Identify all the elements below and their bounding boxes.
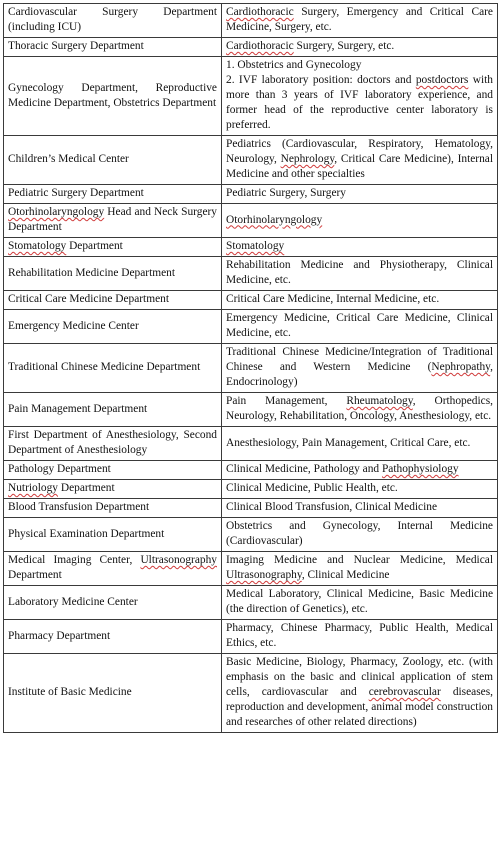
- cell-text: Institute of Basic Medicine: [8, 686, 132, 698]
- table-row: [4, 57, 498, 136]
- cell-text: Clinical Medicine, Pathology and: [226, 463, 382, 475]
- requirements-cell: [222, 552, 498, 586]
- cell-text: Emergency Medicine Center: [8, 319, 139, 332]
- cell-text: diseases, reproduction and development, animal model construction and researches of other related directions): [226, 686, 493, 728]
- cell-text: Department: [66, 240, 123, 252]
- spellcheck-flagged-text: Pathophysiology: [381, 463, 459, 475]
- department-cell: [4, 57, 222, 136]
- cell-text: Pediatric Surgery Department: [8, 187, 144, 199]
- cell-text: 1. Obstetrics and Gynecology: [226, 59, 362, 71]
- requirements-cell: [222, 204, 498, 238]
- cell-text: Traditional Chinese Medicine/Integration of Traditional Chinese and Western Medicine (: [226, 346, 493, 373]
- cell-text: Gynecology Department, Reproductive Medicine Department, Obstetrics Department: [8, 81, 217, 109]
- cell-text: Rehabilitation Medicine Department: [8, 266, 176, 279]
- department-cell: [4, 38, 222, 57]
- department-cell: [4, 310, 222, 344]
- table-row: [4, 344, 498, 393]
- spellcheck-flagged-text: Stomatology: [8, 240, 67, 252]
- cell-text: Medical Imaging Center,: [8, 554, 141, 566]
- table-row: [4, 518, 498, 552]
- cell-text: Traditional Chinese Medicine Department: [8, 361, 201, 373]
- department-cell: [4, 552, 222, 586]
- requirements-cell: [222, 257, 498, 291]
- spellcheck-flagged-text: Ultrasonography: [140, 554, 217, 566]
- requirements-cell: [222, 185, 498, 204]
- spellcheck-flagged-text: cerebrovascular: [368, 686, 441, 698]
- table-row: [4, 136, 498, 185]
- cell-text: Anesthesiology, Pain Management, Critical Care, etc.: [226, 436, 471, 449]
- department-cell: [4, 4, 222, 38]
- cell-text: Department: [8, 569, 62, 581]
- cell-text: Rehabilitation Medicine and Physiotherapy, Clinical Medicine, etc.: [226, 259, 493, 286]
- table-row: [4, 38, 498, 57]
- cell-text: Surgery, Surgery, etc.: [293, 40, 395, 52]
- cell-text: Pharmacy, Chinese Pharmacy, Public Health, Medical Ethics, etc.: [226, 622, 493, 649]
- table-row: [4, 291, 498, 310]
- spellcheck-flagged-text: Nephrology: [280, 153, 335, 165]
- cell-text: 2. IVF laboratory position: doctors and: [226, 74, 416, 86]
- cell-text: Cardiovascular Surgery Department (including ICU): [8, 6, 217, 33]
- spellcheck-flagged-text: Cardiothoracic: [226, 40, 294, 52]
- cell-text: Surgery, Emergency and Critical Care Medicine, Surgery, etc.: [226, 6, 493, 33]
- cell-text: Pediatrics (Cardiovascular, Respiratory, Hematology, Neurology,: [226, 138, 493, 165]
- requirements-cell: [222, 654, 498, 733]
- requirements-cell: [222, 393, 498, 427]
- cell-text: Head and Neck Surgery Department: [8, 206, 217, 233]
- department-cell: [4, 620, 222, 654]
- table-row: [4, 480, 498, 499]
- department-cell: [4, 586, 222, 620]
- spellcheck-flagged-text: Rheumatology: [346, 395, 413, 407]
- department-cell: [4, 238, 222, 257]
- cell-text: Clinical Medicine, Public Health, etc.: [226, 482, 398, 494]
- requirements-cell: [222, 427, 498, 461]
- spellcheck-flagged-text: Ultrasonography: [226, 569, 302, 581]
- cell-text: First Department of Anesthesiology, Second Department of Anesthesiology: [8, 429, 217, 456]
- table-row: [4, 620, 498, 654]
- spellcheck-flagged-text: Stomatology: [226, 240, 285, 252]
- cell-text: Obstetrics and Gynecology, Internal Medicine (Cardiovascular): [226, 520, 493, 547]
- requirements-cell: [222, 136, 498, 185]
- department-cell: [4, 427, 222, 461]
- requirements-cell: [222, 480, 498, 499]
- department-cell: [4, 461, 222, 480]
- department-cell: [4, 518, 222, 552]
- department-cell: [4, 654, 222, 733]
- table-row: [4, 238, 498, 257]
- requirements-cell: [222, 238, 498, 257]
- cell-text: , Endocrinology): [226, 361, 493, 388]
- spellcheck-flagged-text: Nutriology: [8, 482, 58, 494]
- cell-text: Blood Transfusion Department: [8, 501, 150, 513]
- department-cell: [4, 291, 222, 310]
- cell-text: Pediatric Surgery, Surgery: [226, 187, 347, 199]
- requirements-cell: [222, 620, 498, 654]
- table-body: [4, 4, 498, 733]
- department-cell: [4, 344, 222, 393]
- department-cell: [4, 185, 222, 204]
- table-row: [4, 499, 498, 518]
- cell-text: , Critical Care Medicine), Internal Medicine and other specialties: [226, 153, 493, 180]
- spellcheck-flagged-text: Otorhinolaryngology: [8, 206, 105, 218]
- cell-text: Department: [58, 482, 115, 494]
- cell-text: Basic Medicine, Biology, Pharmacy, Zoology, etc. (with emphasis on the basic and clinical application of stem cells, cardiovascular and: [226, 656, 493, 698]
- requirements-cell: [222, 310, 498, 344]
- requirements-cell: [222, 38, 498, 57]
- table-row: [4, 586, 498, 620]
- requirements-cell: [222, 586, 498, 620]
- table-row: [4, 393, 498, 427]
- cell-text: Emergency Medicine, Critical Care Medicine, Clinical Medicine, etc.: [226, 312, 493, 339]
- table-row: [4, 552, 498, 586]
- table-row: [4, 4, 498, 38]
- table-row: [4, 185, 498, 204]
- requirements-cell: [222, 344, 498, 393]
- cell-text: Clinical Blood Transfusion, Clinical Medicine: [226, 501, 438, 513]
- table-row: [4, 310, 498, 344]
- cell-text: , Orthopedics, Neurology, Rehabilitation, Oncology, Anesthesiology, etc.: [226, 395, 493, 422]
- table-row: [4, 654, 498, 733]
- spellcheck-flagged-text: Cardiothoracic: [226, 6, 294, 18]
- cell-text: Imaging Medicine and Nuclear Medicine, Medical: [226, 554, 493, 566]
- table-row: [4, 257, 498, 291]
- cell-text: Pain Management Department: [8, 402, 148, 415]
- requirements-cell: [222, 57, 498, 136]
- department-cell: [4, 393, 222, 427]
- department-requirements-table: [3, 3, 498, 733]
- cell-text: Pain Management,: [226, 395, 347, 407]
- table-row: [4, 461, 498, 480]
- spellcheck-flagged-text: Nephropathy: [431, 361, 491, 373]
- cell-text: Pathology Department: [8, 463, 111, 475]
- cell-text: with more than 3 years of IVF laboratory experience, and former head of the reproductive center laboratory is preferred.: [226, 74, 493, 131]
- cell-text: Medical Laboratory, Clinical Medicine, Basic Medicine (the direction of Genetics), etc.: [226, 588, 493, 615]
- cell-text: Laboratory Medicine Center: [8, 595, 138, 608]
- requirements-cell: [222, 518, 498, 552]
- cell-text: Children’s Medical Center: [8, 153, 129, 165]
- department-cell: [4, 499, 222, 518]
- spellcheck-flagged-text: Otorhinolaryngology: [226, 213, 323, 226]
- cell-text: Pharmacy Department: [8, 629, 111, 642]
- cell-text: Thoracic Surgery Department: [8, 40, 144, 52]
- department-cell: [4, 480, 222, 499]
- requirements-cell: [222, 4, 498, 38]
- department-cell: [4, 204, 222, 238]
- table-row: [4, 427, 498, 461]
- requirements-cell: [222, 499, 498, 518]
- cell-text: , Clinical Medicine: [301, 569, 390, 581]
- cell-text: Critical Care Medicine, Internal Medicine, etc.: [226, 293, 440, 305]
- cell-text: Physical Examination Department: [8, 527, 165, 540]
- department-cell: [4, 136, 222, 185]
- table-row: [4, 204, 498, 238]
- department-cell: [4, 257, 222, 291]
- requirements-cell: [222, 461, 498, 480]
- cell-text: Critical Care Medicine Department: [8, 293, 169, 305]
- spellcheck-flagged-text: postdoctors: [415, 74, 469, 86]
- requirements-cell: [222, 291, 498, 310]
